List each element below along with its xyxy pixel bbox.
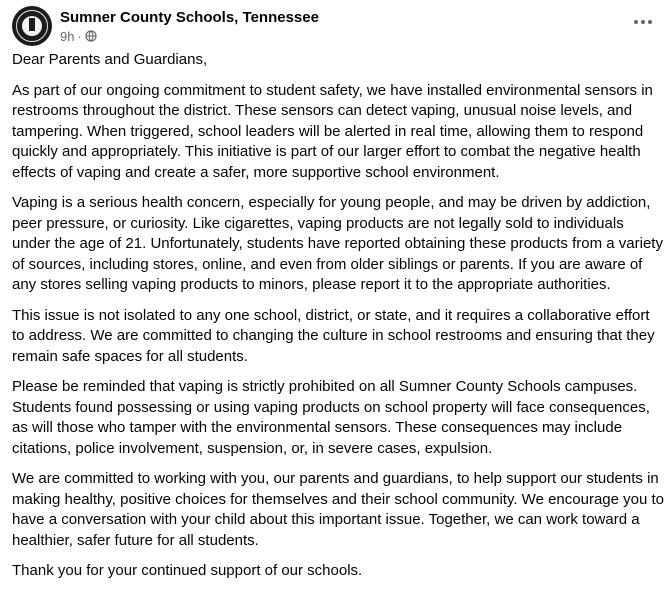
separator-dot: · bbox=[77, 28, 82, 44]
post-paragraph: We are committed to working with you, our parents and guardians, to help support our students in making healthy, positive choices for themselves and their school community. We encourage you to have a conversation with your child about this important issue. Together, we can work toward a healthier, safer future for all students. bbox=[12, 470, 664, 549]
ellipsis-icon bbox=[633, 19, 653, 25]
post-paragraph-closing: Thank you for your continued support of our schools. bbox=[12, 562, 363, 579]
avatar-tower-icon bbox=[29, 18, 35, 31]
globe-icon[interactable] bbox=[85, 30, 97, 42]
post-header bbox=[12, 6, 319, 46]
post-paragraph: This issue is not isolated to any one school, district, or state, and it requires a collaborative effort to address. We are committed to changing the culture in school restrooms and ensuring that they remain safe spaces for all students. bbox=[12, 306, 655, 365]
page-avatar[interactable] bbox=[12, 6, 52, 46]
post-paragraph: Please be reminded that vaping is strictly prohibited on all Sumner County Schools campuses. Students found possessing or using vaping products on school property will face consequences, as will those who tamper with the environmental sensors. These consequences may include citations, police involvement, suspension, or, in severe cases, expulsion. bbox=[12, 378, 650, 457]
post-paragraph-greeting: Dear Parents and Guardians, bbox=[12, 51, 208, 68]
post-body bbox=[12, 50, 665, 592]
post-paragraph: Vaping is a serious health concern, especially for young people, and may be driven by addiction, peer pressure, or curiosity. Like cigarettes, vaping products are not legally sold to individuals under the age of 21. Unfortunately, students have reported obtaining these products from a variety of sources, including stores, online, and even from older siblings or parents. If you are aware of any stores selling vaping products to minors, please report it to the appropriate authorities. bbox=[12, 194, 663, 293]
post-paragraph: As part of our ongoing commitment to student safety, we have installed environmental sensors in restrooms throughout the district. These sensors can detect vaping, unusual noise levels, and tampering. When triggered, school leaders will be alerted in real time, allowing them to respond quickly and appropriately. This initiative is part of our larger effort to combat the negative health effects of vaping and create a safer, more supportive school environment. bbox=[12, 81, 653, 181]
page-name-link[interactable]: Sumner County Schools, Tennessee bbox=[60, 8, 319, 26]
post-timestamp[interactable]: 9h bbox=[60, 28, 75, 44]
more-options-icon[interactable] bbox=[629, 10, 657, 34]
post-meta bbox=[60, 8, 319, 45]
post-subline bbox=[60, 28, 319, 45]
